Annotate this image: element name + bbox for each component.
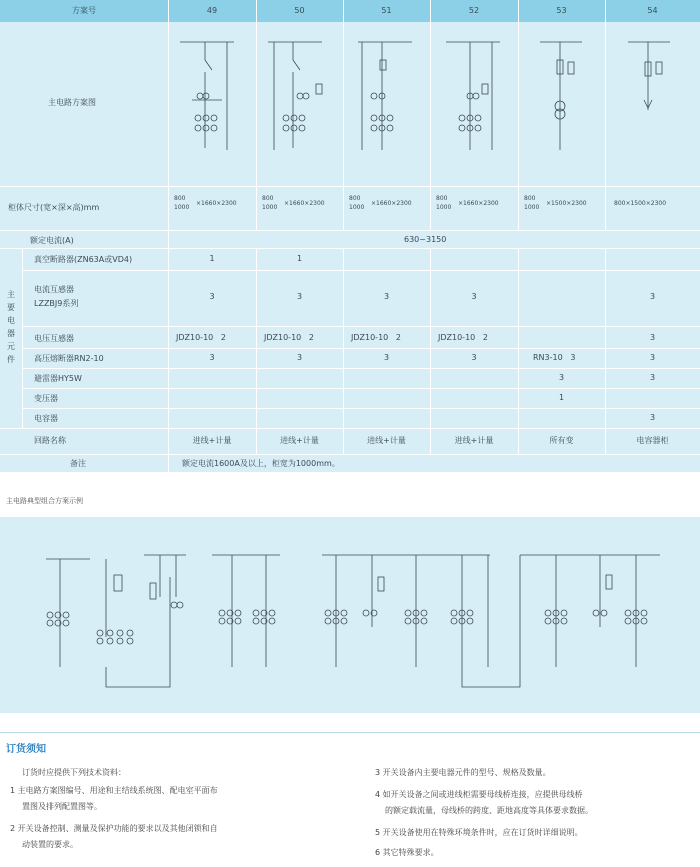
component-value: JDZ10-10 2 (176, 333, 226, 342)
remark-label: 备注 (70, 459, 86, 468)
scheme-diagrams (0, 0, 700, 186)
order-item: 4 如开关设备之间或进线柜需要母线桥连接，应提供母线桥 (375, 790, 583, 799)
component-value: 3 (296, 292, 303, 301)
component-value: 3 (383, 353, 390, 362)
grid-line (22, 326, 700, 327)
scheme-diagram-50 (268, 42, 322, 150)
size-width-1: 800 (349, 195, 361, 202)
component-value: 3 (558, 373, 565, 382)
component-name: 变压器 (34, 394, 58, 403)
grid-line (605, 248, 606, 454)
grid-line (0, 230, 700, 231)
size-width-2: 1000 (436, 204, 452, 211)
component-name: 电压互感器 (34, 334, 74, 343)
combination-diagram-panel (0, 517, 700, 713)
component-group-label: 主要电器元件 (7, 290, 15, 364)
size-rest: ×1500×2300 (546, 200, 587, 207)
component-name: 电容器 (34, 414, 58, 423)
grid-line (343, 248, 344, 454)
component-value: 3 (383, 292, 390, 301)
order-notes-title: 订货须知 (6, 744, 46, 755)
size-rest: ×1660×2300 (196, 200, 237, 207)
diagram-row-label: 主电路方案图 (48, 98, 96, 107)
grid-line (22, 348, 700, 349)
component-value: 3 (649, 333, 656, 342)
size-width-2: 1000 (262, 204, 278, 211)
order-divider (0, 732, 700, 733)
scheme-diagram-49 (180, 42, 234, 150)
circuit-name: 电容器柜 (636, 436, 669, 445)
component-name-series: LZZBJ9系列 (34, 299, 79, 308)
circuit-name: 进线+计量 (280, 436, 319, 445)
component-value: 1 (558, 393, 565, 402)
header-scheme-52: 52 (468, 6, 480, 15)
size-width-2: 1000 (349, 204, 365, 211)
component-value: 3 (649, 413, 656, 422)
grid-line (22, 368, 700, 369)
grid-line (0, 186, 700, 187)
order-item: 5 开关设备使用在特殊环境条件时，应在订货时详细说明。 (375, 828, 583, 837)
grid-line (22, 270, 700, 271)
header-scheme-50: 50 (294, 6, 305, 15)
component-value: JDZ10-10 2 (351, 333, 401, 342)
size-rest: ×1660×2300 (284, 200, 325, 207)
circuit-name: 进线+计量 (367, 436, 406, 445)
size-width-1: 800 (524, 195, 536, 202)
component-value: 3 (209, 292, 215, 301)
header-scheme-54: 54 (647, 6, 658, 15)
circuit-name: 进线+计量 (192, 436, 232, 445)
scheme-diagram-52 (446, 42, 500, 150)
order-item: 2 开关设备控制、测量及保护功能的要求以及其他闭锁和自 (10, 824, 218, 833)
component-value: 1 (296, 254, 303, 263)
size-width-2: 1000 (524, 204, 540, 211)
circuit-name: 所有变 (549, 436, 574, 445)
size-width-1: 800 (262, 195, 274, 202)
component-value: 3 (649, 373, 656, 382)
grid-line (0, 454, 700, 455)
header-scheme-label: 方案号 (72, 6, 96, 15)
component-value: 3 (649, 353, 656, 362)
component-value: 3 (471, 353, 477, 362)
component-name: 电流互感器 (34, 285, 74, 294)
order-item: 置图及排列配置图等。 (22, 802, 102, 811)
rated-current-label: 额定电流(A) (30, 236, 74, 245)
order-intro: 订货时应提供下列技术资料： (22, 768, 126, 777)
circuit-name-label: 回路名称 (34, 436, 66, 445)
component-name: 高压熔断器RN2-10 (34, 354, 104, 363)
header-scheme-51: 51 (381, 6, 392, 15)
size-width-2: 1000 (174, 204, 190, 211)
combination-section-title: 主电路典型组合方案示例 (6, 497, 83, 505)
component-value: RN3-10 3 (533, 353, 576, 362)
combination-diagram (0, 517, 700, 713)
component-name: 真空断路器(ZN63A或VD4) (34, 255, 133, 264)
scheme-diagram-53 (540, 42, 582, 150)
size-width-1: 800 (174, 195, 186, 202)
remark-text: 额定电流1600A及以上，柜宽为1000mm。 (182, 459, 340, 468)
header-scheme-53: 53 (556, 6, 567, 15)
order-item: 3 开关设备内主要电器元件的型号、规格及数量。 (375, 768, 551, 777)
component-value: 3 (471, 292, 477, 301)
header-scheme-49: 49 (206, 6, 218, 15)
component-value: 3 (296, 353, 303, 362)
component-value: 3 (209, 353, 215, 362)
component-value: JDZ10-10 2 (264, 333, 314, 342)
grid-line (0, 248, 700, 249)
size-rest: 800×1500×2300 (614, 200, 667, 207)
grid-line (430, 248, 431, 454)
grid-line (22, 248, 23, 428)
grid-line (256, 248, 257, 454)
order-item: 的额定载流量，母线桥的跨度、距地高度等具体要求数据。 (385, 806, 593, 815)
component-value: 3 (649, 292, 656, 301)
rated-current-value: 630~3150 (404, 235, 447, 244)
order-item: 1 主电路方案图编号、用途和主结线系统图、配电室平面布 (10, 786, 218, 795)
circuit-name: 进线+计量 (454, 436, 494, 445)
scheme-diagram-54 (628, 42, 670, 110)
size-width-1: 800 (436, 195, 448, 202)
order-item: 6 其它特殊要求。 (375, 848, 439, 857)
order-item: 动装置的要求。 (22, 840, 78, 849)
component-value: 1 (209, 254, 215, 263)
grid-line (0, 428, 700, 429)
size-row-label: 柜体尺寸(宽×深×高)mm (8, 203, 100, 212)
grid-line (22, 388, 700, 389)
component-value: JDZ10-10 2 (438, 333, 488, 342)
component-name: 避雷器HY5W (34, 374, 82, 383)
size-rest: ×1660×2300 (458, 200, 499, 207)
grid-line (22, 408, 700, 409)
grid-line (518, 248, 519, 454)
scheme-diagram-51 (358, 42, 412, 150)
size-rest: ×1660×2300 (371, 200, 412, 207)
